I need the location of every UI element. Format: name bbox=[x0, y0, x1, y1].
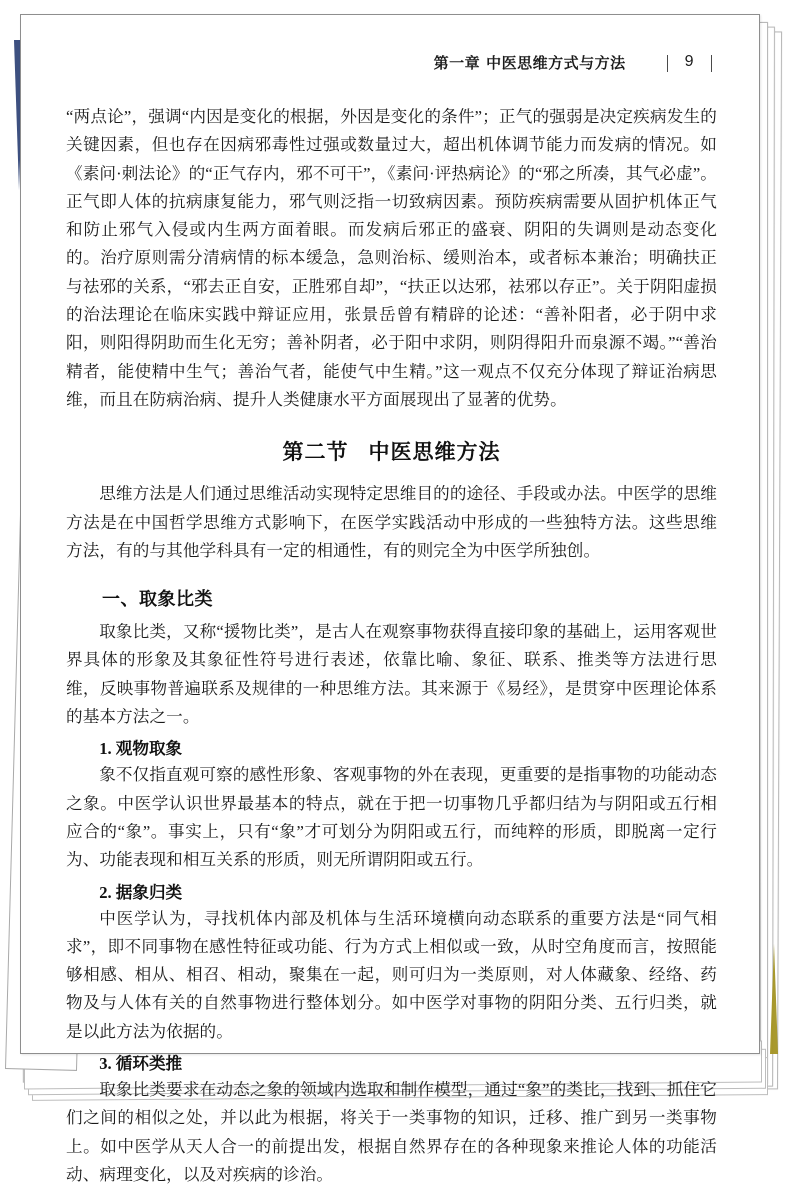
page-number: 9 bbox=[684, 53, 694, 70]
subsection-item-heading-2: 2. 据象归类 bbox=[99, 882, 183, 902]
page-header bbox=[21, 49, 759, 75]
header-separator-right bbox=[711, 55, 712, 72]
section-heading bbox=[66, 436, 717, 466]
section-intro-paragraph: 思维方法是人们通过思维活动实现特定思维目的的途径、手段或办法。中医学的思维方法是在中国哲学思维方式影响下，在医学实践活动中形成的一些独特方法。这些思维方法，有的与其他学科具有一定的相通性，有的则完全为中医学所独创。 bbox=[66, 484, 717, 560]
subsection-intro-paragraph: 取象比类，又称“援物比类”，是古人在观察事物获得直接印象的基础上，运用客观世界具体的形象及其象征性符号进行表述，依靠比喻、象征、联系、推类等方法进行思维，反映事物普遍联系及规律的一种思维方法。其来源于《易经》，是贯穿中医理论体系的基本方法之一。 bbox=[66, 622, 717, 727]
gold-bookmark-wedge bbox=[770, 944, 778, 1054]
subsection-item-heading-1: 1. 观物取象 bbox=[99, 739, 183, 759]
header-separator-left bbox=[667, 55, 668, 72]
subsection-item-text-1: 象不仅指直观可察的感性形象、客观事物的外在表现，更重要的是指事物的功能动态之象。中医学认识世界最基本的特点，就在于把一切事物几乎都归结为与阴阳或五行相应合的“象”。事实上，只有“象”才可划分为阴阳或五行，而纯粹的形质，即脱离一定行为、功能表现和相互关系的形质，则无所谓阴阳或五行。 bbox=[66, 765, 717, 870]
subsection-heading-yi: 一、取象比类 bbox=[102, 589, 213, 610]
book-page bbox=[20, 14, 760, 1184]
subsection-item-text-2: 中医学认为，寻找机体内部及机体与生活环境横向动态联系的重要方法是“同气相求”，即不同事物在感性特征或功能、行为方式上相似或一致，从时空角度而言，按照能够相感、相从、相召、相动，聚集在一起，则可归为一类原则，对人体藏象、经络、药物及与人体有关的自然事物进行整体划分。如中医学对事物的阴阳分类、五行归类，就是以此方法为依据的。 bbox=[66, 908, 717, 1041]
header-chapter-label: 第一章 bbox=[433, 54, 481, 72]
body-paragraph-1: “两点论”，强调“内因是变化的根据，外因是变化的条件”；正气的强弱是决定疾病发生的关键因素，但也存在因病邪毒性过强或数量过大，超出机体调节能力而发病的情况。如《素问·刺法论》的“正气存内，邪不可干”，《素问·评热病论》的“邪之所凑，其气必虚”。正气即人体的抗病康复能力，邪气则泛指一切致病因素。预防疾病需要从固护机体正气和防止邪气入侵或内生两方面着眼。而发病后邪正的盛衰、阴阳的失调则是动态变化的。治疗原则需分清病情的标本缓急，急则治标、缓则治本，或者标本兼治；明确扶正与祛邪的关系，“邪去正自安，正胜邪自却”，“扶正以达邪，祛邪以存正”。关于阴阳虚损的治法理论在临床实践中辩证应用，张景岳曾有精辟的论述：“善补阳者，必于阴中求阳，则阳得阴助而生化无穷；善补阴者，必于阳中求阴，则阴得阳升而泉源不竭。”“善治精者，能使精中生气；善治气者，能使气中生精。”这一观点不仅充分体现了辩证治病思维，而且在防病治病、提升人类健康水平方面展现出了显著的优势。 bbox=[66, 107, 717, 409]
header-chapter-title: 中医思维方式与方法 bbox=[486, 54, 626, 72]
subsection-item-text-3: 取象比类要求在动态之象的领域内选取和制作模型，通过“象”的类比，找到、抓住它们之间的相似之处，并以此为根据，将关于一类事物的知识，迁移、推广到另一类事物上。如中医学从天人合一的前提出发，根据自然界存在的各种现象来推论人体的功能活动、病理变化，以及对疾病的诊治。 bbox=[66, 1080, 717, 1184]
page-content bbox=[66, 103, 717, 1189]
section-number: 第二节 bbox=[282, 441, 349, 465]
section-title-text: 中医思维方法 bbox=[368, 441, 501, 465]
subsection-item-heading-3: 3. 循环类推 bbox=[99, 1054, 183, 1074]
